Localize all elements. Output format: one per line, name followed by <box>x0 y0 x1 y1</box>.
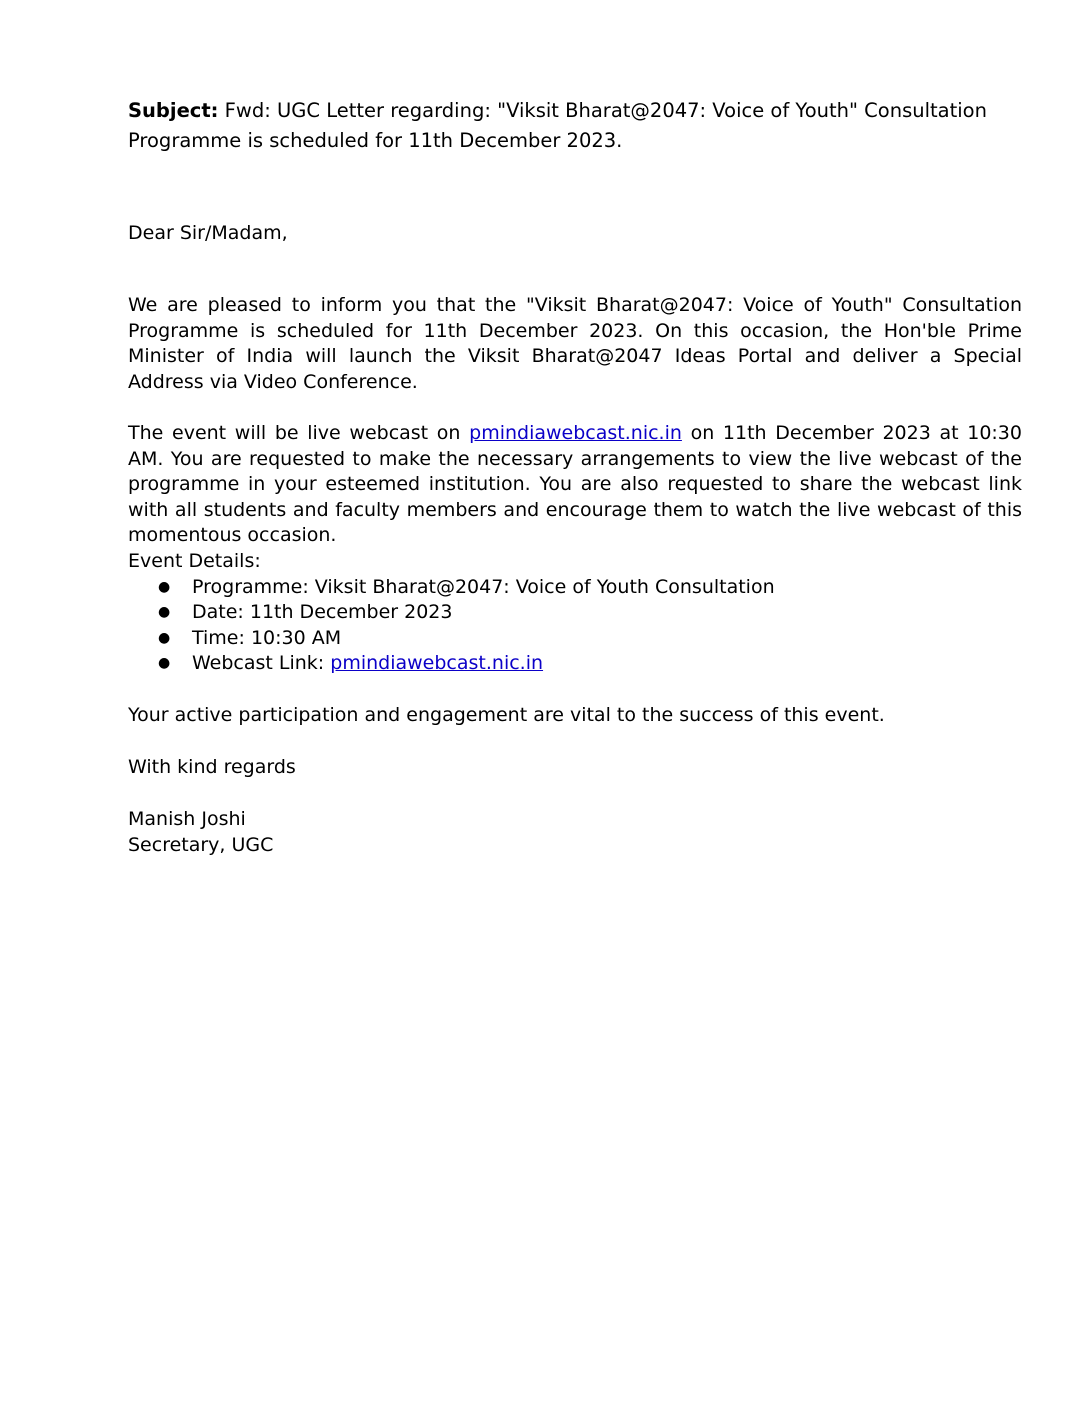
list-item <box>128 575 1022 601</box>
list-item-text: Programme: Viksit Bharat@2047: Voice of Youth Consultation <box>192 575 775 598</box>
closing-line: Your active participation and engagement are vital to the success of this event. <box>128 704 885 726</box>
list-item-text: Webcast Link: <box>192 652 331 675</box>
bullet-icon: ● <box>158 604 171 621</box>
regards-line: With kind regards <box>128 756 296 778</box>
signatory-name: Manish Joshi <box>128 808 246 830</box>
subject-line <box>128 96 1022 156</box>
intro-paragraph: We are pleased to inform you that the "Viksit Bharat@2047: Voice of Youth" Consultation Programme is scheduled for 11th December 2023. On this occasion, the Hon'ble Prime Minister of India will launch the Viksit Bharat@2047 Ideas Portal and deliver a Special Address via Video Conference. <box>128 294 1022 393</box>
webcast-link-list[interactable]: pmindiawebcast.nic.in <box>330 652 544 675</box>
webcast-link[interactable]: pmindiawebcast.nic.in <box>469 422 682 444</box>
subject-label: Subject: <box>128 99 219 122</box>
list-item <box>128 626 1022 652</box>
bullet-icon: ● <box>158 655 171 672</box>
webcast-section <box>128 421 1022 677</box>
subject-text: Fwd: UGC Letter regarding: "Viksit Bharat@2047: Voice of Youth" Consultation Programme is scheduled for 11th December 2023. <box>128 99 987 152</box>
webcast-text-before: The event will be live webcast on <box>128 422 470 444</box>
list-item-text: Time: 10:30 AM <box>192 626 342 649</box>
event-details-heading: Event Details: <box>128 549 261 572</box>
signatory-title: Secretary, UGC <box>128 833 274 856</box>
webcast-paragraph <box>128 421 1022 549</box>
webcast-text-after: on 11th December 2023 at 10:30 AM. You are requested to make the necessary arrangements to view the live webcast of the programme in your esteemed institution. You are also requested to share the webcast link with all students and faculty members and encourage them to watch the live webcast of this momentous occasion. <box>128 422 1022 547</box>
bullet-icon: ● <box>158 578 171 595</box>
event-details-list <box>128 575 1022 677</box>
salutation: Dear Sir/Madam, <box>128 222 288 244</box>
list-item-text: Date: 11th December 2023 <box>192 601 453 624</box>
bullet-icon: ● <box>158 629 171 646</box>
signature-block <box>128 807 273 858</box>
list-item <box>128 651 1022 677</box>
letter-page <box>128 96 1022 856</box>
list-item <box>128 600 1022 626</box>
